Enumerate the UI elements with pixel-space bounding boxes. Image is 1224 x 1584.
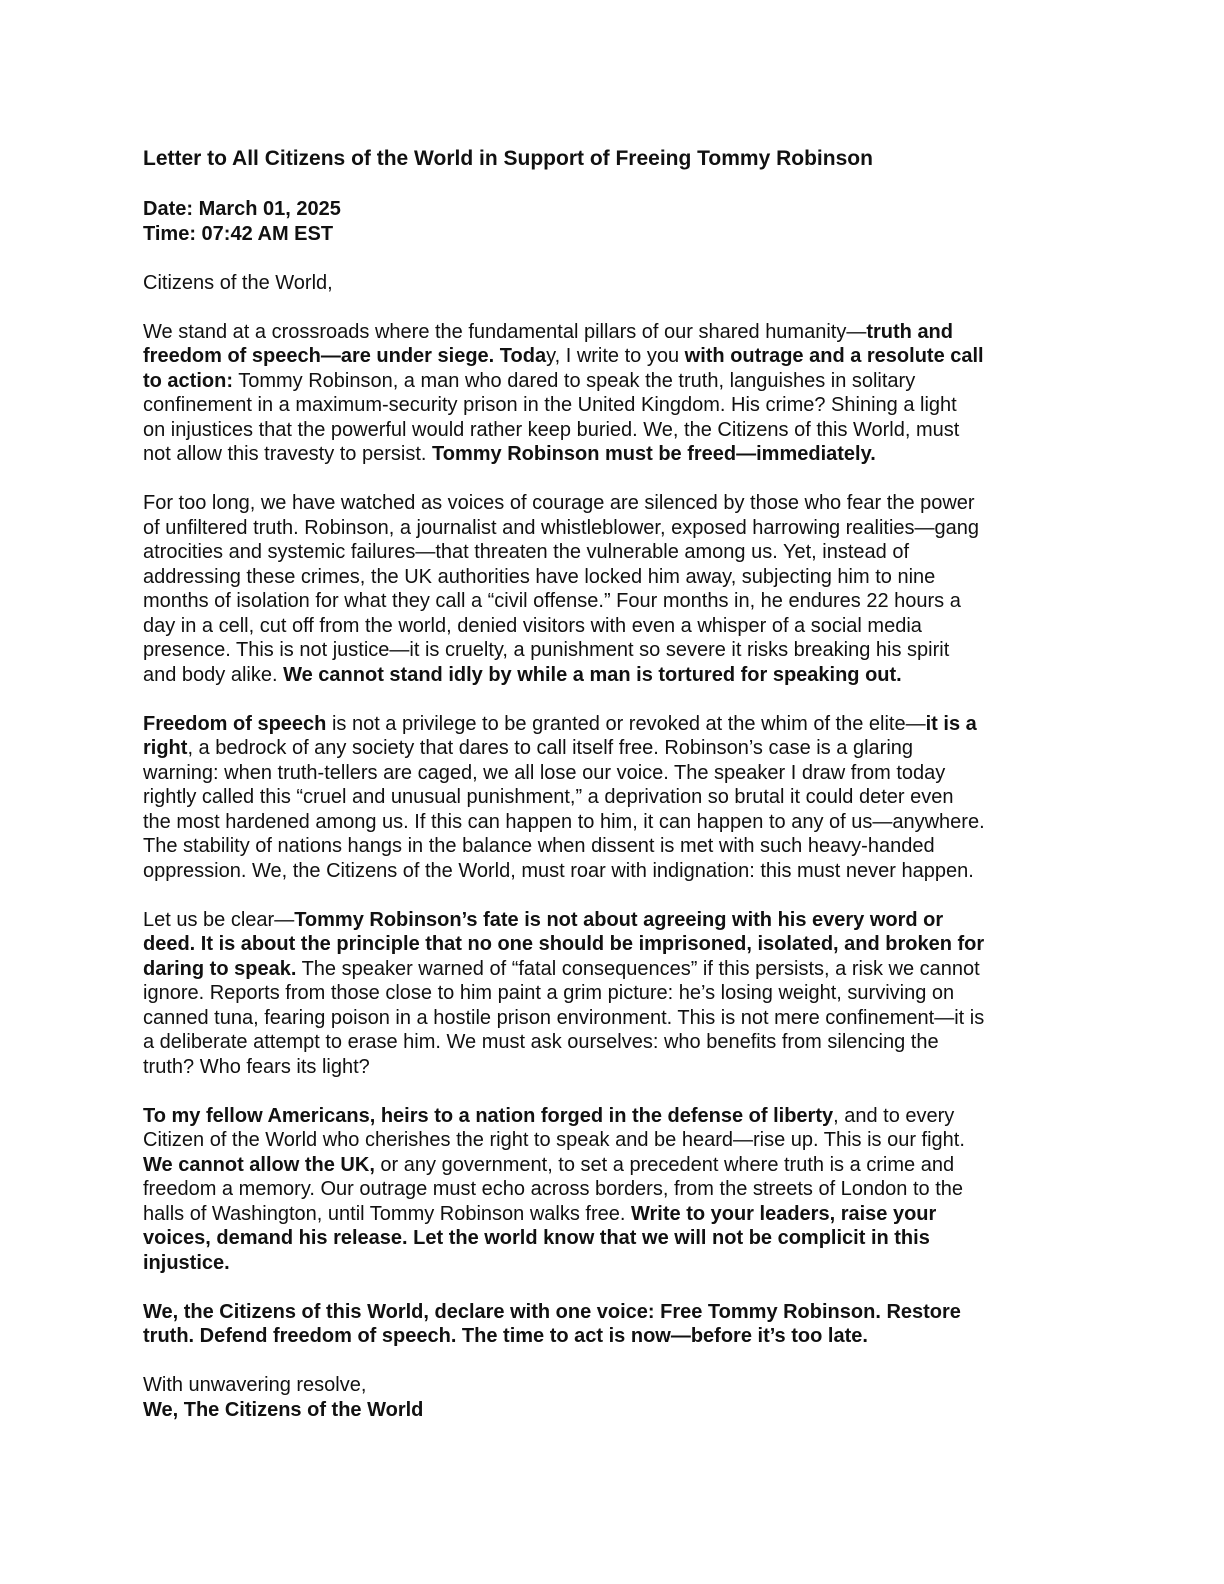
paragraph [143,1300,1103,1349]
text-line [143,932,1103,957]
text-line [143,1300,1103,1325]
text-line [143,638,1103,663]
text: truth? Who fears its light? [143,1055,370,1078]
text: rightly called this “cruel and unusual punishment,” a deprivation so brutal it could deter even [143,786,954,808]
text: or any government, to set a precedent where truth is a crime and [374,1153,955,1176]
text-line [143,957,1103,982]
bold-text: Write to your leaders, raise your [631,1202,937,1225]
text: of unfiltered truth. Robinson, a journalist and whistleblower, exposed harrowing realities—gang [143,516,980,539]
text: With unwavering resolve, [143,1374,367,1396]
salutation [143,271,1103,296]
bold-text: Tommy Robinson must be freed—immediately. [432,443,876,465]
text-line [143,1153,1103,1178]
text: Tommy Robinson, a man who dared to speak the truth, languishes in solitary [233,369,916,392]
text-line [143,1202,1103,1227]
text: confinement in a maximum-security prison in the United Kingdom. His crime? Shining a light [143,394,957,416]
bold-text: voices, demand his release. Let the world know that we will not be complicit in this [143,1227,930,1249]
paragraph [143,491,1103,687]
bold-text: To my fellow Americans, heirs to a nation forged in the defense of liberty [143,1104,834,1127]
text-line [143,1006,1103,1031]
text-line [143,491,1103,516]
paragraph [143,908,1103,1080]
text-line [143,516,1103,541]
text-line [143,393,1103,418]
text-line [143,1373,1103,1398]
bold-text: freedom of speech—are under siege. Toda [143,345,547,367]
text-line [143,810,1103,835]
text: addressing these crimes, the UK authorities have locked him away, subjecting him to nine [143,565,936,588]
text: The speaker warned of “fatal consequences” if this persists, a risk we cannot [296,957,980,980]
bold-text: right [143,737,188,759]
text-line [143,1177,1103,1202]
text: warning: when truth-tellers are caged, we all lose our voice. The speaker I draw from today [143,761,946,784]
bold-text: it is a [925,712,977,735]
text: Citizens of the World, [143,271,333,294]
text: halls of Washington, until Tommy Robinson walks free. [143,1202,631,1225]
text-line [143,614,1103,639]
text: not allow this travesty to persist. [143,443,433,465]
text: canned tuna, fearing poison in a hostile prison environment. This is not mere confinement—it is [143,1006,985,1029]
bold-text: to action: [143,369,233,392]
text-line [143,663,1103,688]
text-line [143,1398,1103,1423]
letter-body [143,271,1103,1423]
bold-text: with outrage and a resolute call [684,345,984,367]
text: a deliberate attempt to erase him. We must ask ourselves: who benefits from silencing the [143,1031,939,1053]
paragraph [143,712,1103,884]
text-line [143,1104,1103,1129]
bold-text: We cannot stand idly by while a man is tortured for speaking out. [283,663,902,686]
text-line [143,1128,1103,1153]
bold-text: Freedom of speech [143,712,327,735]
bold-text: truth and [866,320,953,343]
text-line [143,1226,1103,1251]
text: Let us be clear— [143,908,295,931]
text-line [143,908,1103,933]
text: For too long, we have watched as voices of courage are silenced by those who fear the power [143,492,975,514]
text: ignore. Reports from those close to him paint a grim picture: he’s losing weight, surviving on [143,982,955,1004]
text: freedom a memory. Our outrage must echo across borders, from the streets of London to the [143,1178,964,1200]
text-line [143,1251,1103,1276]
bold-text: We, the Citizens of this World, declare with one voice: Free Tommy Robinson. Restore [143,1300,961,1323]
text-line [143,271,1103,296]
bold-text: Tommy Robinson’s fate is not about agreeing with his every word or [294,908,944,931]
text-line [143,736,1103,761]
text: Citizen of the World who cherishes the right to speak and be heard—rise up. This is our fight. [143,1129,965,1151]
text: the most hardened among us. If this can happen to him, it can happen to any of us—anywhere. [143,810,985,833]
text: on injustices that the powerful would rather keep buried. We, the Citizens of this World, must [143,418,960,441]
text-line [143,834,1103,859]
text-line [143,859,1103,884]
text: y, I write to you [546,345,685,367]
text-line [143,565,1103,590]
text-line [143,1030,1103,1055]
text-line [143,344,1103,369]
bold-text: We cannot allow the UK, [143,1153,375,1176]
text: is not a privilege to be granted or revoked at the whim of the elite— [326,712,926,735]
letter-time: Time: 07:42 AM EST [143,222,334,245]
text-line [143,369,1103,394]
text-line [143,589,1103,614]
text-line [143,418,1103,443]
closing [143,1373,1103,1422]
bold-text: daring to speak. [143,957,297,980]
text: We stand at a crossroads where the fundamental pillars of our shared humanity— [143,320,867,343]
paragraph [143,320,1103,467]
text-line [143,320,1103,345]
text: and body alike. [143,663,284,686]
text: presence. This is not justice—it is cruelty, a punishment so severe it risks breaking his spirit [143,639,950,661]
text-line [143,981,1103,1006]
text-line [143,540,1103,565]
bold-text: deed. It is about the principle that no one should be imprisoned, isolated, and broken for [143,933,985,955]
bold-text: injustice. [143,1251,230,1274]
text: , a bedrock of any society that dares to call itself free. Robinson’s case is a glaring [187,737,914,759]
text-line [143,1324,1103,1349]
letter-date: Date: March 01, 2025 [143,198,341,220]
text-line [143,785,1103,810]
text-line [143,1055,1103,1080]
letter-document [143,146,1103,1422]
text: oppression. We, the Citizens of the World, must roar with indignation: this must never happen. [143,859,974,882]
bold-text: truth. Defend freedom of speech. The time to act is now—before it’s too late. [143,1325,868,1347]
paragraph [143,1104,1103,1276]
text: day in a cell, cut off from the world, denied visitors with even a whisper of a social media [143,614,922,637]
text-line [143,712,1103,737]
text-line [143,442,1103,467]
text: The stability of nations hangs in the balance when dissent is met with such heavy-handed [143,835,935,857]
letter-title: Letter to All Citizens of the World in Support of Freeing Tommy Robinson [143,147,873,170]
bold-text: We, The Citizens of the World [143,1398,424,1421]
text: atrocities and systemic failures—that threaten the vulnerable among us. Yet, instead of [143,541,909,563]
text: months of isolation for what they call a “civil offense.” Four months in, he endures 22 hours a [143,590,961,612]
text-line [143,761,1103,786]
text: , and to every [833,1104,955,1127]
